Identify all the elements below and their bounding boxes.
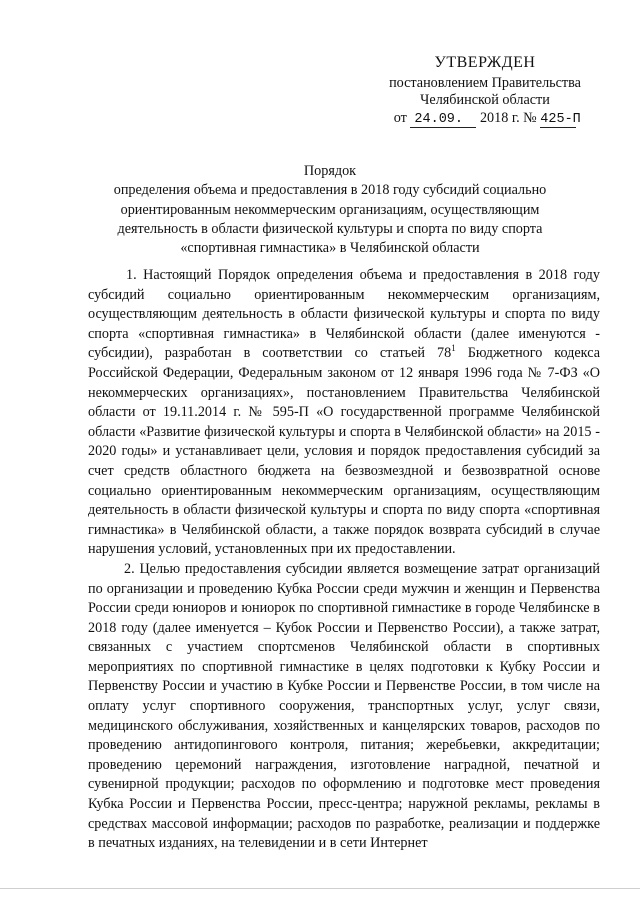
approval-heading: УТВЕРЖДЕН <box>434 54 536 71</box>
document-body <box>88 266 600 854</box>
title-line-4: деятельность в области физической культуры и спорта по виду спорта <box>117 220 543 237</box>
article-superscript: 1 <box>451 343 456 354</box>
document-title <box>60 162 600 258</box>
paragraph-2: 2. Целью предоставления субсидии является возмещение затрат организаций по организации и проведению Кубка России среди мужчин и женщин и Первенства России среди юниоров и юниорок по спортивной гимнастике в городе Челябинске в 2018 году (далее именуется – Кубок России и Первенство России), а также затрат, связанных с участием спортсменов Челябинской области в спортивных мероприятиях по спортивной гимнастике в целях подготовки к Кубку России и Первенству России и участию в Кубке России и Первенстве России, в том числе на оплату услуг спортивного сооружения, транспортных услуг, услуг связи, медицинского обслуживания, хозяйственных и канцелярских товаров, расходов по проведению антидопингового контроля, питания; жеребьевки, аккредитации; проведению церемоний награждения, изготовление наградной, печатной и сувенирной продукции; расходов по оформлению и подготовке мест проведения Кубка России и Первенства России, пресс-центра; наружной рекламы, рекламы в средствах массовой информации; расходов по разработке, реализации и поддержке в печатных изданиях, на телевидении и в сети Интернет <box>88 560 600 852</box>
paragraph-1-text-b: Бюджетного кодекса Российской Федерации, Федеральным законом от 12 января 1996 года № 7-ФЗ «О некоммерческих организациях», постановлением Правительства Челябинской области от 19.11.2014 г. № 595-П «О государственной программе Челябинской области «Развитие физической культуры и спорта в Челябинской области» на 2015 - 2020 годы» и устанавливает цели, условия и порядок предоставления субсидий за счет средств областного бюджета на безвозмездной и безвозвратной основе социально ориентированным некоммерческим организациям, осуществляющим деятельность в области физической культуры и спорта по виду спорта «спортивная гимнастика» в Челябинской области, а также порядок возврата субсидий в случае нарушения условий, установленных при их предоставлении. <box>88 345 600 558</box>
title-line-1: Порядок <box>303 163 357 179</box>
approval-year: 2018 г. № <box>479 109 537 126</box>
approval-number: 425-П <box>540 111 581 127</box>
approval-date: 24.09. <box>410 113 476 128</box>
paragraph-1 <box>88 266 600 560</box>
approval-line-2: Челябинской области <box>420 92 550 108</box>
title-line-5: «спортивная гимнастика» в Челябинской области <box>180 240 480 257</box>
scan-edge-line <box>0 888 640 889</box>
paragraph-1-text-a: 1. Настоящий Порядок определения объема и предоставления в 2018 году субсидий социально ориентированным некоммерческим организациям, осуществляющим деятельность в области физической культуры и спорта по виду спорта «спортивная гимнастика» в Челябинской области (далее именуются - субсидии), разработан в соответствии со статьей 78 <box>88 267 600 362</box>
approval-prefix: от <box>393 109 407 126</box>
approval-stamp <box>360 54 610 128</box>
title-line-2: определения объема и предоставления в 2018 году субсидий социально <box>113 182 547 199</box>
title-line-3: ориентированным некоммерческим организациям, осуществляющим <box>120 201 540 218</box>
approval-line-1: постановлением Правительства <box>389 74 581 91</box>
approval-date-line <box>360 110 610 128</box>
